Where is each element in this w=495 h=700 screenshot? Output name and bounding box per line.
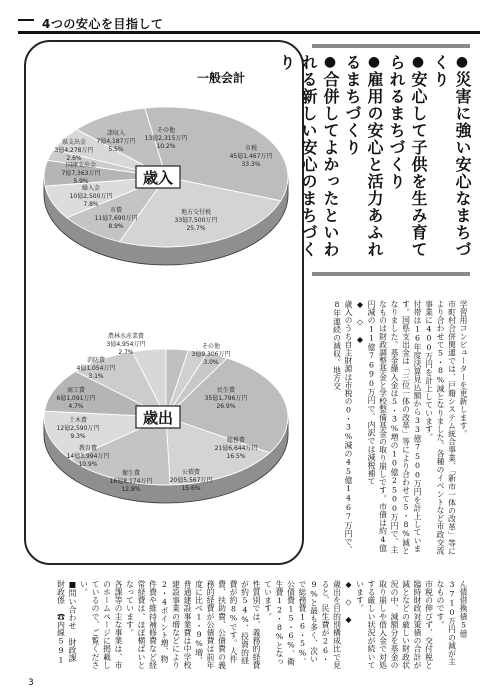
expenditure-label-text: 総務費 bbox=[226, 437, 246, 444]
mid-paragraph: 市町村合併関連では、戸籍システム統合事業、「新市一体の改革」等により合わせて5・8%減となりました。各種のイベントなど市政交流事業に400万円を計上しています。 bbox=[424, 300, 457, 556]
slogan-4: ● 合併してよかったといわれる新しい安心のまちづくり bbox=[275, 54, 341, 264]
revenue-label-text: 11億7,690万円 bbox=[94, 215, 138, 222]
expenditure-label-text: 衛生費 bbox=[121, 470, 141, 477]
mid-paragraph: 学習用コンピューターを更新します。 bbox=[459, 300, 468, 438]
bottom-paragraph: 各課等の主な事業は、市のホームページに掲載しているので、ご覧ください。 bbox=[79, 580, 123, 670]
expenditure-label-text: 21億6,644万円 bbox=[214, 445, 258, 452]
revenue-label-text: 45億1,467万円 bbox=[229, 153, 273, 160]
expenditure-label-text: 公債費 bbox=[181, 469, 201, 476]
expenditure-label-text: 3億9,306万円 bbox=[191, 351, 231, 358]
expenditure-label-text: 農林水産業費 bbox=[107, 333, 145, 340]
page-header bbox=[18, 14, 480, 34]
expenditure-label-text: その他 bbox=[201, 343, 221, 350]
expenditure-label-text: 16.5% bbox=[226, 453, 246, 460]
expenditure-label-text: 35億1,796万円 bbox=[204, 395, 248, 402]
article-bottom bbox=[29, 580, 469, 670]
bottom-paragraph: ん債借換債5億3710万円の減が主なものです。 bbox=[436, 580, 468, 666]
expenditure-label-text: 教育費 bbox=[78, 445, 98, 452]
revenue-label-text: 市税 bbox=[244, 145, 258, 152]
revenue-center-label: 歳入 bbox=[142, 169, 174, 187]
revenue-label-text: 7億4,187万円 bbox=[96, 138, 136, 145]
budget-charts bbox=[26, 42, 304, 565]
revenue-label-text: 3億4,278万円 bbox=[54, 147, 94, 154]
page-number: 3 bbox=[28, 678, 34, 688]
expenditure-label-text: 民生費 bbox=[216, 387, 236, 394]
slogan-1: ● 災害に強い安心なまちづくり bbox=[429, 54, 473, 264]
revenue-label-text: 諸収入 bbox=[106, 130, 126, 137]
revenue-label-text: 繰入金 bbox=[81, 185, 101, 192]
revenue-label-text: 33.3% bbox=[241, 161, 261, 168]
expenditure-label-text: 14億3,994万円 bbox=[66, 453, 110, 460]
mid-paragraph: 付帯は16年度決算見込額から33億7500万円を計上しています。国県支出金は「三位一体の改革」等により合わせて5・8%減となりました。基金繰入金は5・3%増の10億2500万円で、主なものは財政調整基金と学校整備基金の取り崩しです。市債は約4億円減の11億7690万円で、内訳では減税補て bbox=[367, 300, 422, 555]
expenditure-label-text: 4.7% bbox=[68, 403, 84, 410]
section-divider: ◆ ◇ ◆ bbox=[344, 580, 353, 625]
slogan-2: ● 安心して子供を生み育てられるまちづくり bbox=[385, 54, 429, 264]
slogan-3: ● 雇用の安心と活力あふれるまちづくり bbox=[341, 54, 385, 264]
article-mid bbox=[331, 300, 469, 560]
revenue-label-text: 13億2,315万円 bbox=[144, 135, 188, 142]
expenditure-label-text: 土木費 bbox=[68, 417, 88, 424]
slogan-bottom-rule bbox=[312, 272, 470, 276]
revenue-label-text: 市債 bbox=[109, 207, 123, 214]
header-tick bbox=[18, 19, 34, 21]
expenditure-label-text: 10.9% bbox=[78, 461, 98, 468]
revenue-label-text: 7.8% bbox=[83, 201, 99, 208]
expenditure-label-text: 9.3% bbox=[70, 433, 86, 440]
revenue-label-text: その他 bbox=[156, 127, 176, 134]
expenditure-label-text: 15.6% bbox=[181, 485, 201, 492]
contact-info: ■問い合わせ 財政課財政係 ☎内線591 bbox=[56, 580, 77, 665]
expenditure-label-text: 3億4,954万円 bbox=[106, 341, 146, 348]
revenue-label-text: 地方交付税 bbox=[180, 209, 212, 216]
expenditure-label-text: 4億1,054万円 bbox=[76, 365, 116, 372]
expenditure-label-text: 12億2,590万円 bbox=[56, 425, 100, 432]
slogan-list bbox=[275, 54, 473, 264]
revenue-label-text: 国庫支出金 bbox=[65, 162, 97, 169]
revenue-label-text: 県支出金 bbox=[61, 139, 87, 146]
expenditure-label-text: 16億8,174万円 bbox=[109, 478, 153, 485]
page-title: 4つの安心を目指して bbox=[42, 17, 164, 31]
expenditure-label-text: 消防費 bbox=[86, 357, 106, 364]
revenue-label-text: 10億2,500万円 bbox=[69, 193, 113, 200]
mid-paragraph: 歳入のうち自主財源は市税の0・3%減の45億1467万円で、8年連続の減収。地方交 bbox=[332, 300, 353, 554]
revenue-chart-title: 一般会計 bbox=[196, 71, 246, 85]
revenue-label-text: 5.9% bbox=[73, 178, 89, 185]
bottom-paragraph: 性質別では、義務的経費が約54%、投資的経費が約8%です。人件費、扶助費、公債費の義務的経費が公債費は前年度に比べ1・9%増、普通建設事業費は中学校建設事業の増などにより2・4ポイント増、物件費や維持補修費など経常経費は、ほぼ横ばいとなっています。 bbox=[125, 580, 261, 670]
expenditure-label-text: 20億5,567万円 bbox=[169, 477, 213, 484]
bottom-paragraph: 市税の伸びず、交付税と臨時財政対策債の合計が減となどの厳しい財政状況の中、減額分を基金の取り崩しや借入金で対処する厳しい状況が続いています。 bbox=[355, 580, 434, 670]
revenue-label-text: 7億7,363万円 bbox=[61, 170, 101, 177]
bottom-paragraph: 歳出を目的別構成比で見ると、民生費が26・9%と最も多く、次いで総務費16・5%、公債費15・6%、衛生費12・8%となっています。 bbox=[263, 580, 342, 670]
expenditure-label-text: 12.8% bbox=[121, 486, 141, 493]
expenditure-label-text: 2.7% bbox=[118, 349, 134, 356]
expenditure-label-text: 26.9% bbox=[216, 403, 236, 410]
revenue-label-text: 33億7,500万円 bbox=[174, 217, 218, 224]
revenue-label-text: 10.2% bbox=[156, 143, 176, 150]
expenditure-label-text: 6億1,091万円 bbox=[56, 395, 96, 402]
header-rule bbox=[18, 31, 480, 34]
expenditure-label-text: 3.0% bbox=[203, 359, 219, 366]
section-divider: ◆ ◇ ◆ bbox=[355, 300, 365, 345]
expenditure-label-text: 3.1% bbox=[88, 373, 104, 380]
revenue-label-text: 2.6% bbox=[66, 155, 82, 162]
revenue-label-text: 8.9% bbox=[108, 223, 124, 230]
expenditure-label-text: 商工費 bbox=[66, 387, 86, 394]
expenditure-center-label: 歳出 bbox=[142, 409, 174, 427]
slogan-top-rule bbox=[312, 44, 470, 48]
revenue-label-text: 5.5% bbox=[108, 146, 124, 153]
revenue-label-text: 25.7% bbox=[186, 225, 206, 232]
budget-chart-panel bbox=[24, 40, 304, 565]
